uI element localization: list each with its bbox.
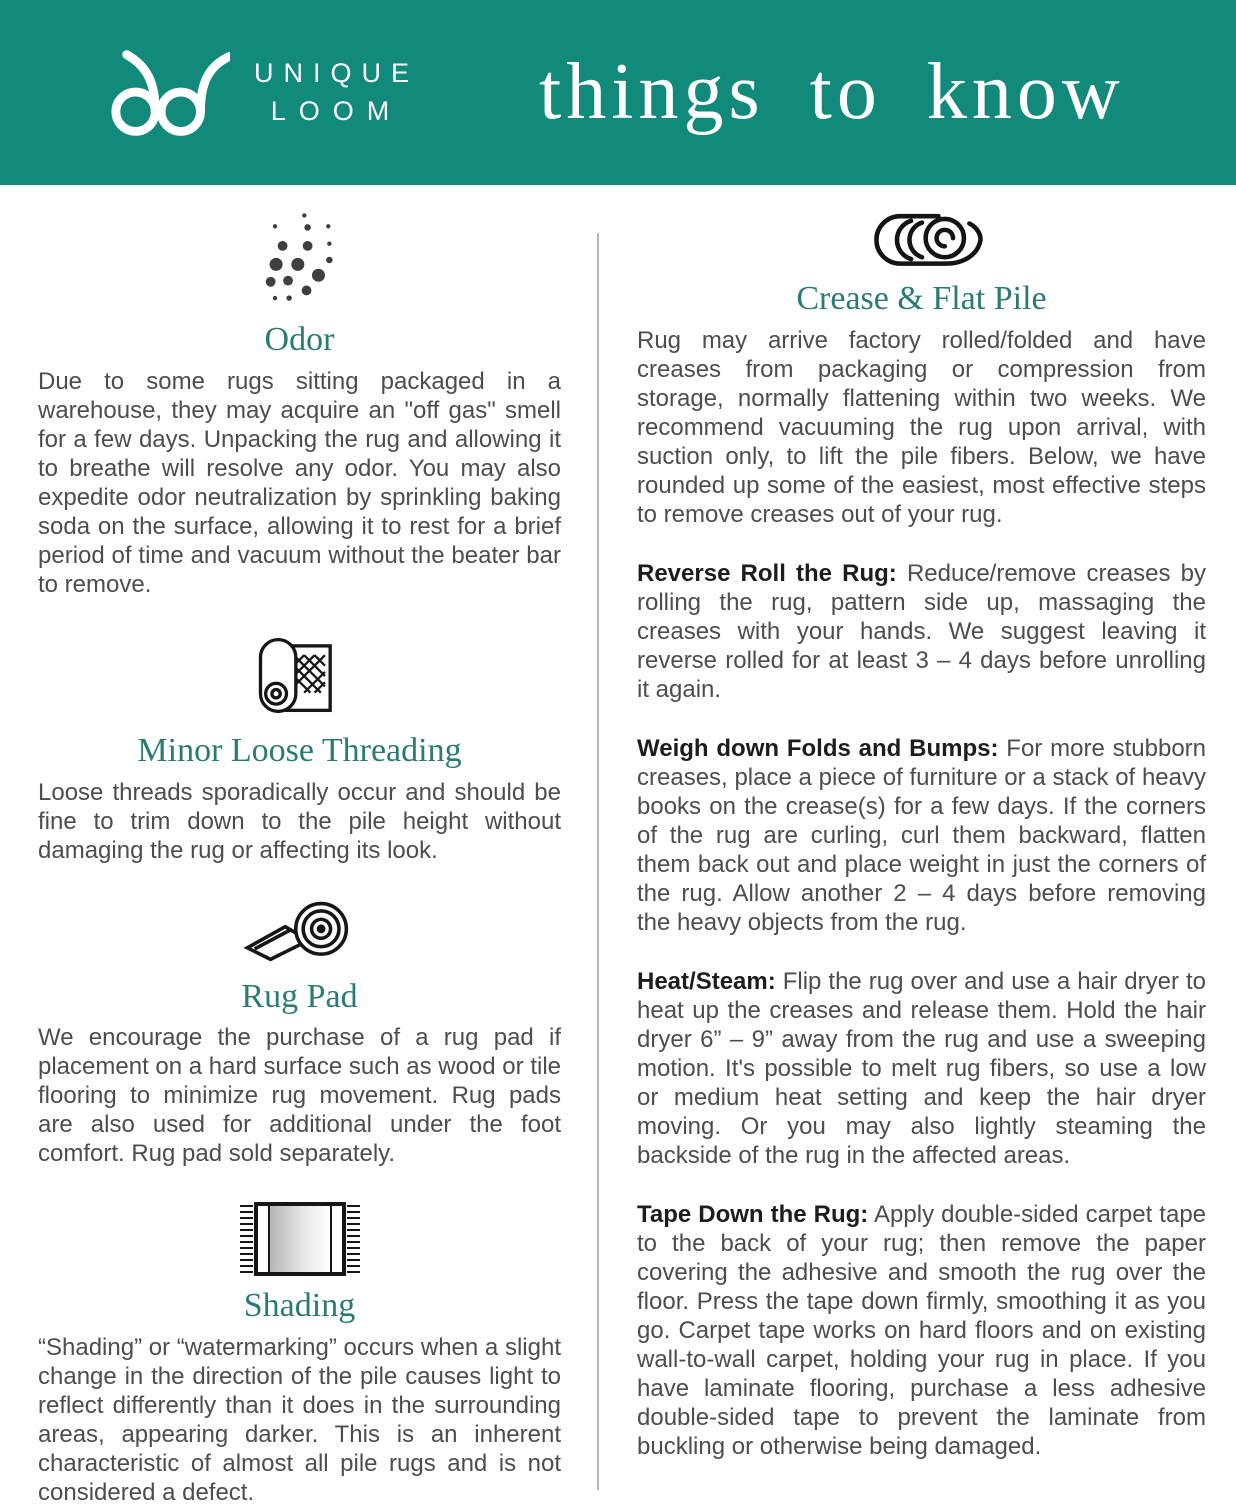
rug-fringe-left: [240, 1205, 253, 1273]
section-body-threading: Loose threads sporadically occur and should be fine to trim down to the pile height without damaging the rug or affecting its look.: [38, 778, 561, 864]
unique-loom-logo-icon: [108, 43, 230, 143]
section-body-crease: Rug may arrive factory rolled/folded and have creases from packaging or compression from storage, normally flattening within two weeks. We recommend vacuuming the rug upon arrival, with suction only, to lift the pile fibers. Below, we have rounded up some of the easiest, most effective steps to remove creases out of your rug.: [637, 326, 1206, 528]
brand-wordmark: [254, 57, 419, 129]
header-banner: [0, 0, 1236, 185]
section-minor-loose-threading: [38, 625, 561, 865]
tip-tape-down: [637, 1200, 1206, 1461]
section-shading: [38, 1194, 561, 1507]
tip-text-reverse-roll: Reduce/remove creases by rolling the rug, pattern side up, massaging the creases with your hands. We suggest leaving it reverse rolled for at least 3 – 4 days before unrolling it again.: [637, 559, 1207, 703]
brand-logo-group: [108, 43, 419, 143]
section-rug-pad: [38, 891, 561, 1169]
tip-label-reverse-roll: Reverse Roll the Rug:: [637, 559, 897, 587]
section-heading-rug-pad: Rug Pad: [241, 977, 358, 1015]
page-title: things to know: [539, 48, 1125, 136]
section-body-rug-pad: We encourage the purchase of a rug pad if placement on a hard surface such as wood or tile flooring to minimize rug movement. Rug pads are also used for additional under the foot comfort. Rug pad sold separately.: [38, 1024, 561, 1168]
odor-dots-icon: [248, 210, 352, 310]
rolled-rug-crosshatch-icon: [248, 629, 352, 721]
rolled-rug-side-icon: [860, 209, 984, 269]
brand-line-loom: LOOM: [270, 95, 403, 126]
brand-line-unique: UNIQUE: [254, 57, 420, 88]
section-body-shading: “Shading” or “watermarking” occurs when a slight change in the direction of the pile causes light to reflect differently than it does in the surrounding areas, appearing darker. This is an inherent characteristic of almost all pile rugs and is not considered a defect.: [38, 1334, 561, 1507]
tip-text-weigh-down: For more stubborn creases, place a piece of furniture or a stack of heavy books on the crease(s) for a few days. If the corners of the rug are curling, curl them backward, flatten them back out and place weight in just the corners of the rug. Allow another 2 – 4 days before removing the heavy objects from the rug.: [637, 734, 1207, 936]
shaded-rug-fringe-icon: [240, 1202, 360, 1276]
tip-heat-steam: [637, 967, 1206, 1170]
tip-reverse-roll: [637, 559, 1206, 704]
section-heading-crease: Crease & Flat Pile: [796, 280, 1047, 317]
right-column: [599, 185, 1236, 1500]
section-body-odor: Due to some rugs sitting packaged in a warehouse, they may acquire an "off gas" smell for a few days. Unpacking the rug and allowing it to breathe will resolve any odor. You may also expedite odor neutralization by sprinkling baking soda on the surface, allowing it to rest for a brief period of time and vacuum without the beater bar to remove.: [38, 367, 561, 598]
tip-label-tape-down: Tape Down the Rug:: [637, 1200, 869, 1228]
section-heading-shading: Shading: [243, 1287, 356, 1325]
section-odor: [38, 205, 561, 599]
section-heading-odor: Odor: [264, 321, 335, 358]
tip-label-weigh-down: Weigh down Folds and Bumps:: [637, 734, 999, 762]
left-column: [0, 185, 597, 1507]
tip-label-heat-steam: Heat/Steam:: [637, 967, 776, 995]
tip-text-tape-down: Apply double-sided carpet tape to the back of your rug; then remove the paper covering the adhesive and smooth the rug over the floor. Press the tape down firmly, smoothing it as you go. Carpet tape works on hard floors and on existing wall-to-wall carpet, holding your rug in place. If you have laminate flooring, purchase a less adhesive double-sided tape to prevent the laminate from buckling or otherwise being damaged.: [637, 1200, 1207, 1460]
tip-weigh-down: [637, 734, 1206, 937]
rug-fringe-right: [347, 1205, 360, 1273]
rug-pad-roll-icon: [241, 897, 359, 967]
content-area: [0, 185, 1236, 1507]
section-crease-flat-pile: [637, 203, 1206, 1461]
section-heading-threading: Minor Loose Threading: [137, 731, 462, 769]
tip-text-heat-steam: Flip the rug over and use a hair dryer to heat up the creases and release them. Hold the hair dryer 6” – 9” away from the rug and use a sweeping motion. It's possible to melt rug fibers, so use a low or medium heat setting and keep the hair dryer moving. Or you may also lightly steaming the backside of the rug in the affected areas.: [637, 967, 1206, 1169]
